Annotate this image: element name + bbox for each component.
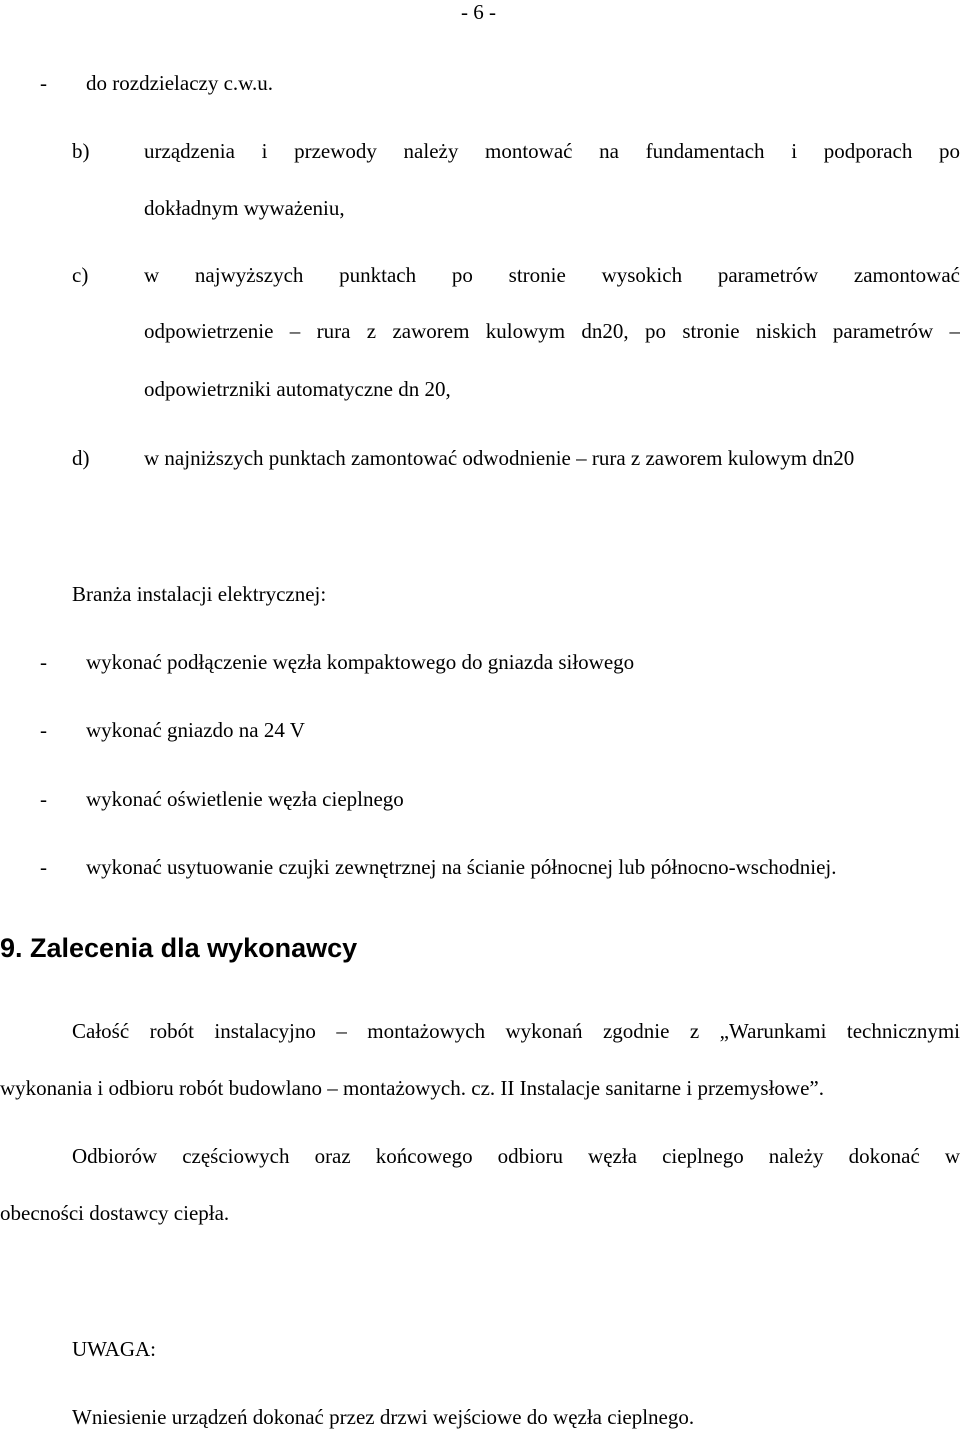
electrical-dash: -	[40, 787, 47, 811]
paragraph-2-line-2: obecności dostawcy ciepła.	[0, 1201, 230, 1225]
electrical-item: wykonać gniazdo na 24 V	[86, 718, 305, 742]
list-item-d-line-1: w najniższych punktach zamontować odwodnienie – rura z zaworem kulowym dn20	[144, 446, 855, 470]
section-heading: 9. Zalecenia dla wykonawcy	[0, 933, 358, 963]
list-item-c-line-2: odpowietrzenie – rura z zaworem kulowym dn20, po stronie niskich parametrów –	[144, 319, 960, 343]
electrical-dash: -	[40, 855, 47, 879]
list-item-b-line-1: urządzenia i przewody należy montować na fundamentach i podporach po	[144, 139, 960, 163]
list-marker-c: c)	[72, 263, 89, 287]
list-marker-d: d)	[72, 446, 90, 470]
list-item-c-line-3: odpowietrzniki automatyczne dn 20,	[144, 377, 451, 401]
list-item-b-line-2: dokładnym wyważeniu,	[144, 196, 345, 220]
electrical-dash: -	[40, 650, 47, 674]
note-label: UWAGA:	[72, 1337, 156, 1361]
electrical-item: wykonać usytuowanie czujki zewnętrznej na ścianie północnej lub północno-wschodniej.	[86, 855, 837, 879]
page-number: - 6 -	[461, 0, 496, 24]
note-text: Wniesienie urządzeń dokonać przez drzwi wejściowe do węzła cieplnego.	[72, 1405, 695, 1429]
paragraph-2-line-1: Odbiorów częściowych oraz końcowego odbioru węzła cieplnego należy dokonać w	[72, 1144, 960, 1168]
list-item-c-line-1: w najwyższych punktach po stronie wysokich parametrów zamontować	[144, 263, 960, 287]
intro-dash: -	[40, 71, 47, 95]
electrical-item: wykonać podłączenie węzła kompaktowego do gniazda siłowego	[86, 650, 635, 674]
electrical-item: wykonać oświetlenie węzła cieplnego	[86, 787, 404, 811]
paragraph-1-line-1: Całość robót instalacyjno – montażowych wykonań zgodnie z „Warunkami technicznymi	[72, 1019, 960, 1043]
paragraph-1-line-2: wykonania i odbioru robót budowlano – montażowych. cz. II Instalacje sanitarne i przemysłowe”.	[0, 1076, 824, 1100]
electrical-title: Branża instalacji elektrycznej:	[72, 582, 327, 606]
intro-text: do rozdzielaczy c.w.u.	[86, 71, 273, 95]
electrical-dash: -	[40, 718, 47, 742]
list-marker-b: b)	[72, 139, 90, 163]
